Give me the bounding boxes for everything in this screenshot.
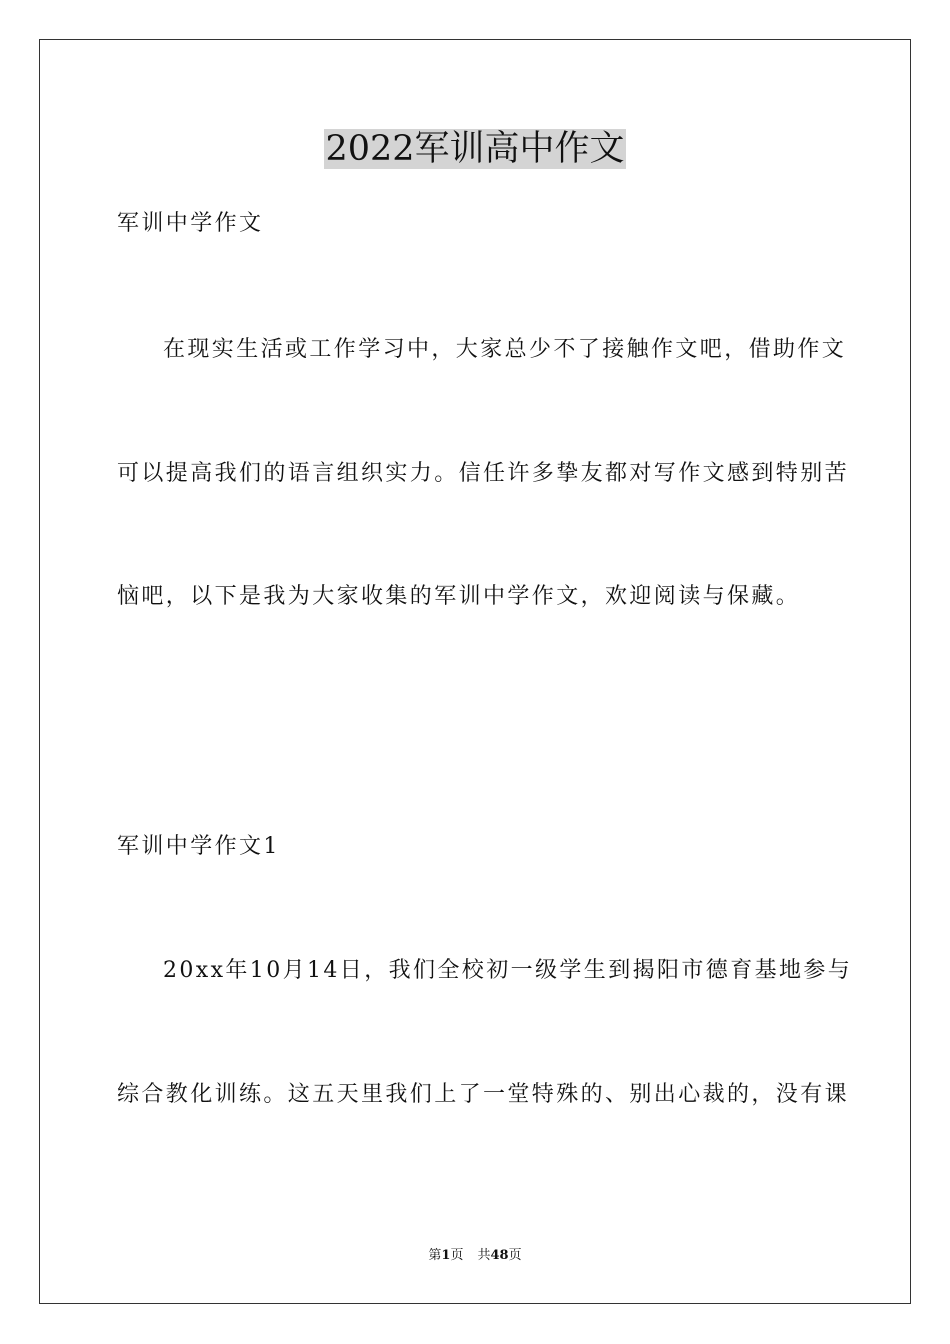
document-title xyxy=(0,127,950,171)
footer-page-number: 1 xyxy=(441,1248,451,1263)
document-title-text: 2022军训高中作文 xyxy=(325,129,625,169)
intro-line-2: 可以提高我们的语言组织实力。信任许多挚友都对写作文感到特别苦 xyxy=(117,461,850,486)
document-subtitle: 军训中学作文 xyxy=(117,211,264,236)
intro-line-3: 恼吧，以下是我为大家收集的军训中学作文，欢迎阅读与保藏。 xyxy=(117,584,801,609)
page-footer xyxy=(0,1247,950,1265)
intro-line-1: 在现实生活或工作学习中，大家总少不了接触作文吧，借助作文 xyxy=(163,337,847,362)
footer-total-prefix: 共 xyxy=(477,1248,491,1263)
section-heading: 军训中学作文1 xyxy=(117,834,280,859)
footer-page-prefix: 第 xyxy=(428,1248,442,1263)
section-line-1: 20xx年10月14日，我们全校初一级学生到揭阳市德育基地参与 xyxy=(163,958,853,983)
section-line-2: 综合教化训练。这五天里我们上了一堂特殊的、别出心裁的，没有课 xyxy=(117,1082,850,1107)
footer-page-suffix: 页 xyxy=(450,1248,464,1263)
footer-total-pages: 48 xyxy=(490,1248,509,1263)
footer-total-suffix: 页 xyxy=(508,1248,522,1263)
